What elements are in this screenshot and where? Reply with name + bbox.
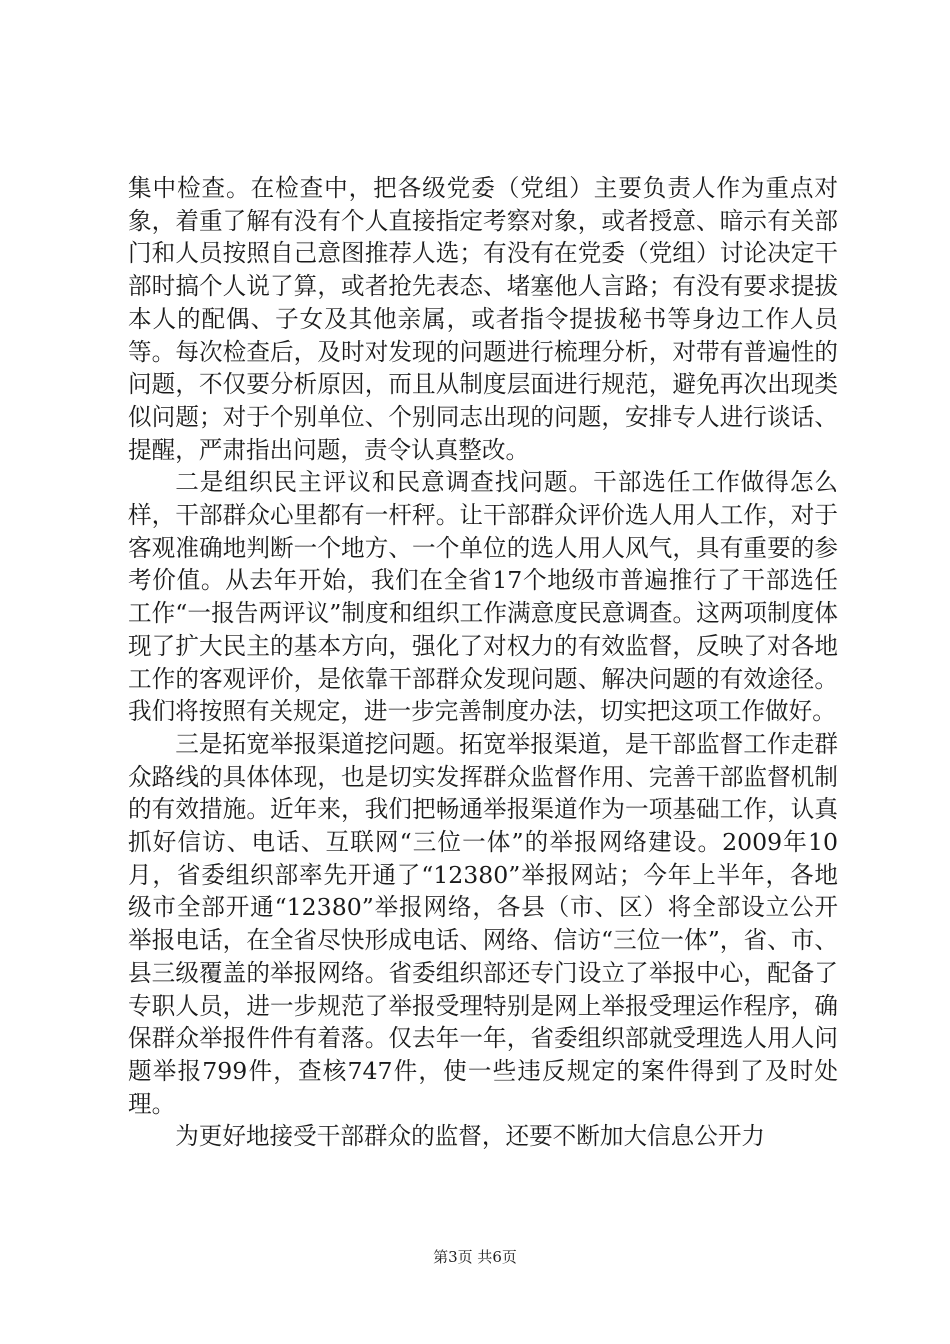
paragraph-4: 为更好地接受干部群众的监督，还要不断加大信息公开力 xyxy=(175,1122,766,1151)
body-text xyxy=(128,172,838,1153)
paragraph-2: 二是组织民主评议和民意调查找问题。干部选任工作做得怎么样，干部群众心里都有一杆秤。让干部群众评价选人用人工作，对于客观准确地判断一个地方、一个单位的选人用人风气，具有重要的参考价值。从去年开始，我们在全省17个地级市普遍推行了干部选任工作“一报告两评议”制度和组织工作满意度民意调查。这两项制度体现了扩大民主的基本方向，强化了对权力的有效监督，反映了对各地工作的客观评价，是依靠干部群众发现问题、解决问题的有效途径。我们将按照有关规定，进一步完善制度办法，切实把这项工作做好。 xyxy=(128,468,838,726)
paragraph-3: 三是拓宽举报渠道挖问题。拓宽举报渠道，是干部监督工作走群众路线的具体体现，也是切实发挥群众监督作用、完善干部监督机制的有效措施。近年来，我们把畅通举报渠道作为一项基础工作，认真抓好信访、电话、互联网“三位一体”的举报网络建设。2009年10月，省委组织部率先开通了“12380”举报网站；今年上半年，各地级市全部开通“12380”举报网络，各县（市、区）将全部设立公开举报电话，在全省尽快形成电话、网络、信访“三位一体”，省、市、县三级覆盖的举报网络。省委组织部还专门设立了举报中心，配备了专职人员，进一步规范了举报受理特别是网上举报受理运作程序，确保群众举报件件有着落。仅去年一年，省委组织部就受理选人用人问题举报799件，查核747件，使一些违反规定的案件得到了及时处理。 xyxy=(128,729,838,1118)
page-number-footer: 第3页 共6页 xyxy=(433,1248,517,1266)
paragraph-1: 集中检查。在检查中，把各级党委（党组）主要负责人作为重点对象，着重了解有没有个人直接指定考察对象，或者授意、暗示有关部门和人员按照自己意图推荐人选；有没有在党委（党组）讨论决定干部时搞个人说了算，或者抢先表态、堵塞他人言路；有没有要求提拔本人的配偶、子女及其他亲属，或者指令提拔秘书等身边工作人员等。每次检查后，及时对发现的问题进行梳理分析，对带有普遍性的问题，不仅要分析原因，而且从制度层面进行规范，避免再次出现类似问题；对于个别单位、个别同志出现的问题，安排专人进行谈话、提醒，严肃指出问题，责令认真整改。 xyxy=(128,174,838,464)
